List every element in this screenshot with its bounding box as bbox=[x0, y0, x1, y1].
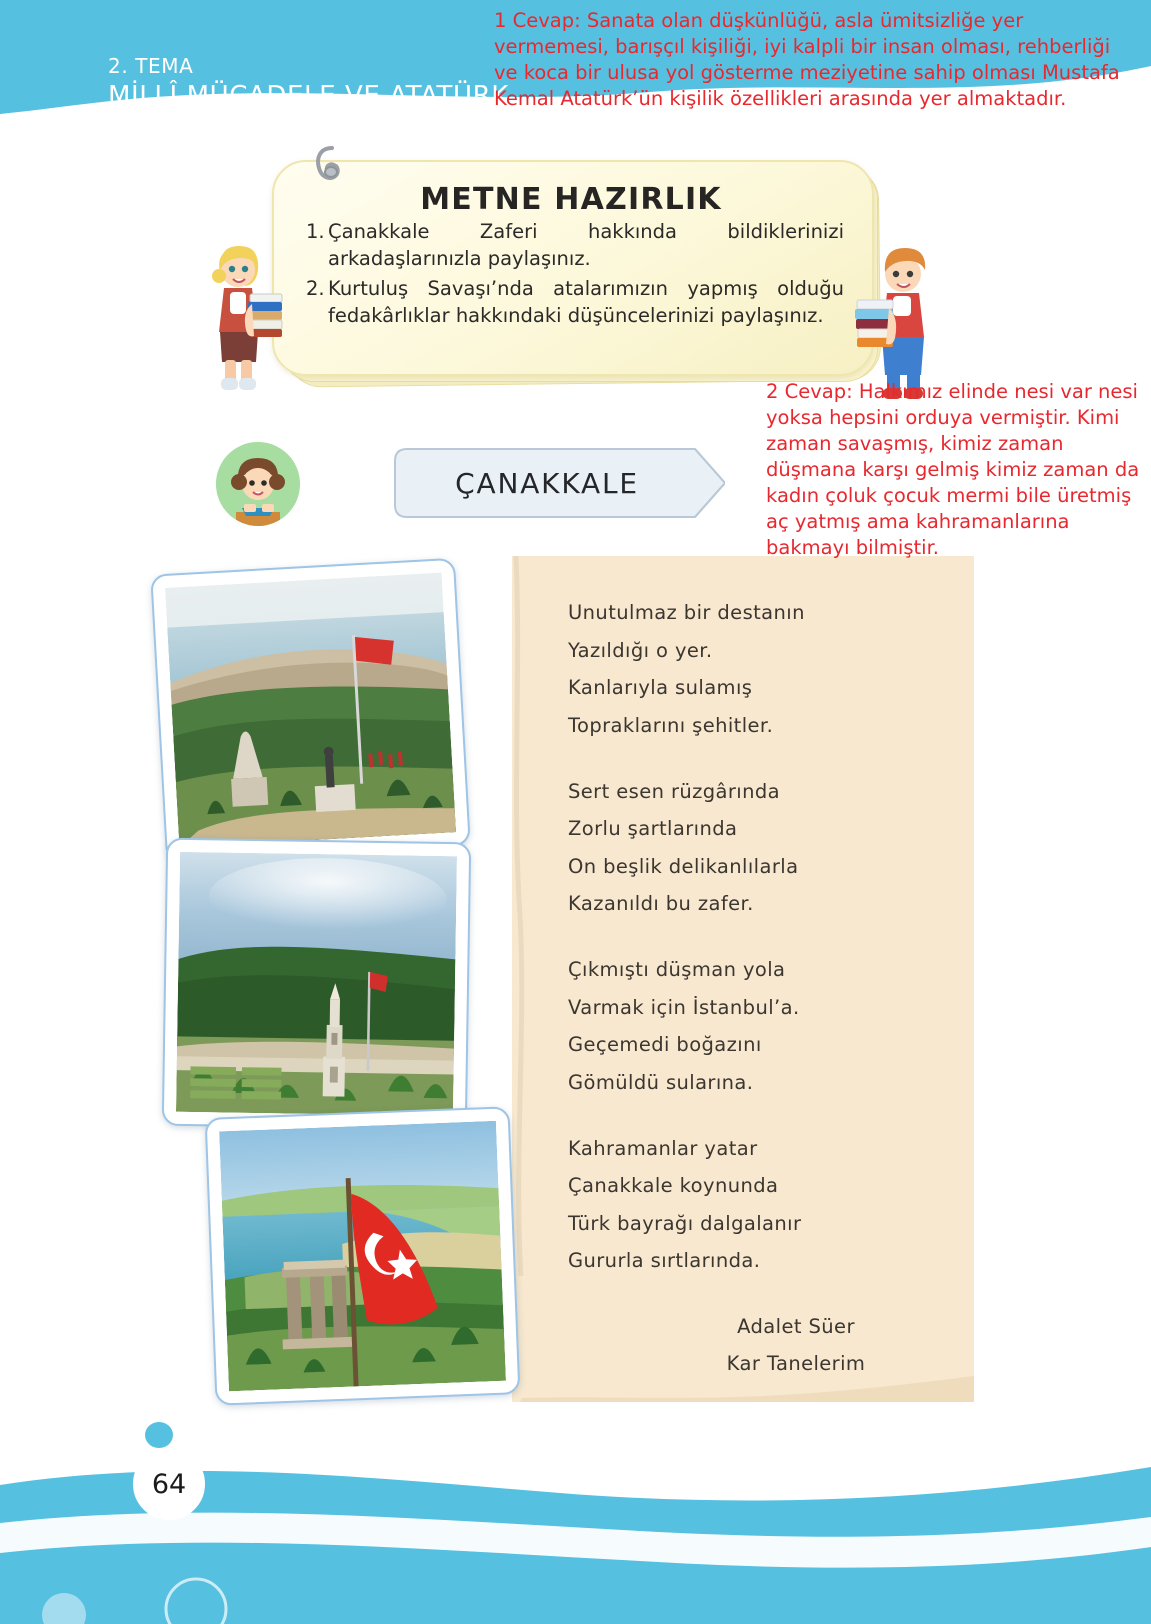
poem-line: Yazıldığı o yer. bbox=[568, 638, 713, 662]
poem-body bbox=[568, 594, 938, 1382]
poem-line: Gururla sırtlarında. bbox=[568, 1249, 761, 1273]
girl-with-books-illustration bbox=[192, 232, 284, 392]
poem-line: Sert esen rüzgârında bbox=[568, 779, 781, 803]
photo-image bbox=[176, 852, 457, 1116]
reading-girl-avatar bbox=[216, 442, 300, 526]
footer-bubble-dot bbox=[145, 1422, 173, 1448]
note-card-content bbox=[272, 160, 870, 372]
boy-with-books-illustration bbox=[845, 238, 945, 400]
prep-item-number: 1. bbox=[306, 220, 325, 243]
photo-image bbox=[219, 1121, 506, 1391]
poem-panel bbox=[512, 556, 974, 1402]
preparation-note-card bbox=[272, 160, 882, 390]
poem-line: Kahramanlar yatar bbox=[568, 1136, 758, 1160]
poem-line: Zorlu şartlarında bbox=[568, 817, 738, 841]
prep-item-text: Çanakkale Zaferi hakkında bildiklerinizi arkadaşlarınızla paylaşınız. bbox=[328, 220, 844, 270]
prep-question-item bbox=[306, 276, 844, 330]
poem-line: Unutulmaz bir destanın bbox=[568, 601, 805, 624]
text-title: ÇANAKKALE bbox=[455, 466, 639, 500]
poem-source: Kar Tanelerim bbox=[726, 1352, 866, 1376]
spiral-binding-icon bbox=[310, 144, 350, 190]
poem-line: On beşlik delikanlılarla bbox=[568, 854, 799, 878]
theme-number: 2. TEMA bbox=[108, 54, 194, 78]
answer-annotation-2-text: 2 Cevap: Halkımız elinde nesi var nesi yoksa hepsini orduya vermiştir. Kimi zaman savaşmış, kimiz zaman düşmana karşı gelmiş kimiz zaman da kadın çoluk çocuk mermi bile üretmiş aç yatmış ama kahramanlarına bakmayı bilmiştir. bbox=[766, 380, 1140, 559]
answer-annotation-1-text: 1 Cevap: Sanata olan düşkünlüğü, asla ümitsizliğe yer vermemesi, barışçıl kişiliği, iyi kalpli bir insan olması, rehberliği ve koca bir ulusa yol gösterme meziyetine sahip olması Mustafa Kemal Atatürk’ün kişilik özellikleri arasında yer almaktadır. bbox=[494, 9, 1120, 110]
poem-line: Çıkmıştı düşman yola bbox=[568, 958, 786, 981]
poem-stanza bbox=[568, 773, 938, 924]
prep-item-text: Kurtuluş Savaşı’nda atalarımızın yapmış olduğu fedakârlıklar hakkındaki düşüncelerinizi paylaşınız. bbox=[328, 276, 844, 327]
poem-stanza bbox=[568, 951, 938, 1102]
canakkale-martyrs-memorial-photo bbox=[205, 1106, 521, 1405]
avatar-illustration bbox=[216, 442, 300, 526]
prep-question-item bbox=[306, 219, 844, 273]
prep-question-list bbox=[272, 219, 870, 330]
poem-line: Türk bayrağı dalgalanır bbox=[568, 1211, 802, 1235]
poem-line: Topraklarını şehitler. bbox=[568, 713, 774, 737]
poem-line: Çanakkale koynunda bbox=[568, 1174, 779, 1198]
poem-stanza bbox=[568, 594, 938, 745]
page-number: 64 bbox=[133, 1448, 205, 1520]
poem-attribution bbox=[568, 1308, 938, 1382]
theme-heading bbox=[108, 55, 509, 111]
prep-item-number: 2. bbox=[306, 276, 325, 300]
prep-box-title: METNE HAZIRLIK bbox=[420, 182, 722, 217]
conkbayiri-ataturk-monument-photo bbox=[150, 558, 471, 863]
poem-line: Geçemedi boğazını bbox=[568, 1033, 762, 1057]
answer-annotation-2 bbox=[766, 379, 1144, 560]
poem-line: Gömüldü sularına. bbox=[568, 1070, 754, 1094]
theme-title: MİLLÎ MÜCADELE VE ATATÜRK bbox=[108, 80, 509, 111]
poem-author: Adalet Süer bbox=[737, 1315, 855, 1338]
poem-line: Kazanıldı bu zafer. bbox=[568, 892, 754, 916]
martyrs-cemetery-obelisk-photo bbox=[162, 838, 471, 1131]
poem-line: Kanlarıyla sulamış bbox=[568, 676, 753, 700]
photo-image bbox=[165, 572, 456, 847]
poem-stanza bbox=[568, 1130, 938, 1281]
answer-annotation-1 bbox=[494, 8, 1134, 112]
poem-line: Varmak için İstanbul’a. bbox=[568, 995, 800, 1019]
